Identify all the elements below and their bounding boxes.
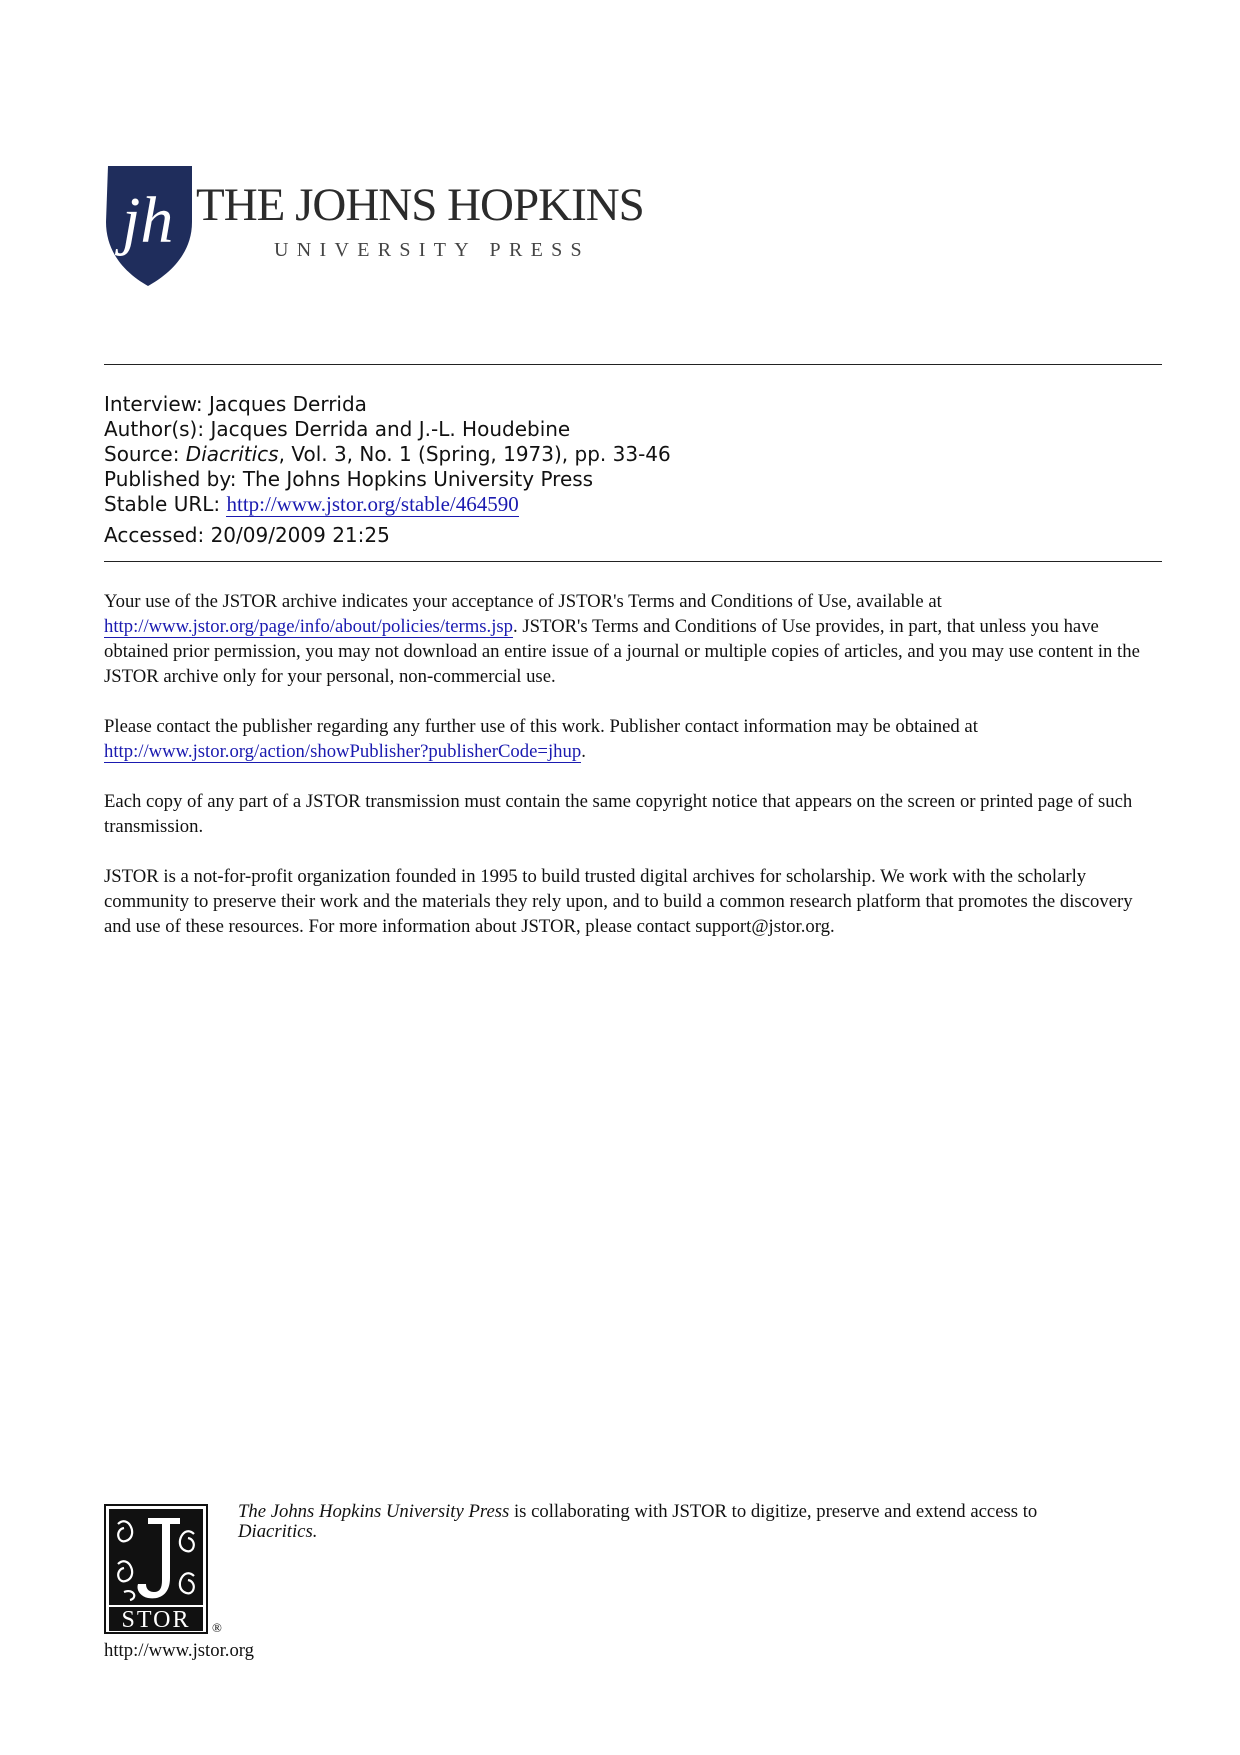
logo-monogram: jh [122,184,174,257]
top-divider [104,364,1162,365]
jstor-logo [104,1504,226,1636]
citation-block [104,392,671,548]
citation-publisher: Published by: The Johns Hopkins University Press [104,467,594,491]
jstor-logo-text: STOR [121,1607,191,1633]
notice-paragraph-4: JSTOR is a not-for-profit organization founded in 1995 to build trusted digital archives for scholarship. We work with the scholarly community to preserve their work and the materials they rely upon, and to build a common research platform that promotes the discovery and use of these resources. For more information about JSTOR, please contact support@jstor.org. [104,866,1133,937]
notice-paragraph-3: Each copy of any part of a JSTOR transmission must contain the same copyright notice that appears on the screen or printed page of such transmission. [104,791,1133,837]
logo-line-2: UNIVERSITY PRESS [274,239,590,261]
notice-paragraph-1: Your use of the JSTOR archive indicates your acceptance of JSTOR's Terms and Conditions of Use, available at http://www.jstor.org/page/info/about/policies/terms.jsp. JSTOR's Terms and Conditions of Use provides, in part, that unless you have obtained prior permission, you may not download an entire issue of a journal or multiple copies of articles, and you may use content in the JSTOR archive only for your personal, non-commercial use. [104,591,1140,687]
citation-source: Source: Diacritics, Vol. 3, No. 1 (Spring, 1973), pp. 33-46 [104,442,671,466]
bottom-divider [104,561,1162,562]
citation-accessed: Accessed: 20/09/2009 21:25 [104,523,390,547]
footer-publisher: The Johns Hopkins University Press [238,1501,510,1522]
footer-collaboration-note: The Johns Hopkins University Press is collaborating with JSTOR to digitize, preserve and extend access to Diacritics. [238,1501,1038,1542]
publisher-contact-link[interactable]: http://www.jstor.org/action/showPublisher?publisherCode=jhup [104,741,582,762]
jh-shield-icon [104,160,196,290]
citation-title: Interview: Jacques Derrida [104,392,367,416]
registered-mark: ® [212,1620,222,1635]
publisher-logo [104,160,644,290]
citation-authors: Author(s): Jacques Derrida and J.-L. Houdebine [104,417,571,441]
source-journal: Diacritics [185,442,279,466]
terms-link[interactable]: http://www.jstor.org/page/info/about/policies/terms.jsp [104,616,514,637]
notice-paragraph-2: Please contact the publisher regarding any further use of this work. Publisher contact information may be obtained at http://www.jstor.org/action/showPublisher?publisherCode=jhup. [104,716,978,762]
jstor-url: http://www.jstor.org [104,1640,255,1661]
logo-line-1: THE JOHNS HOPKINS [196,179,644,231]
jstor-logo-icon [104,1504,226,1636]
citation-stable-url: Stable URL: http://www.jstor.org/stable/464590 [104,492,519,516]
terms-notice [104,589,1164,964]
stable-url-link[interactable]: http://www.jstor.org/stable/464590 [226,492,519,516]
footer-journal: Diacritics. [238,1521,318,1542]
